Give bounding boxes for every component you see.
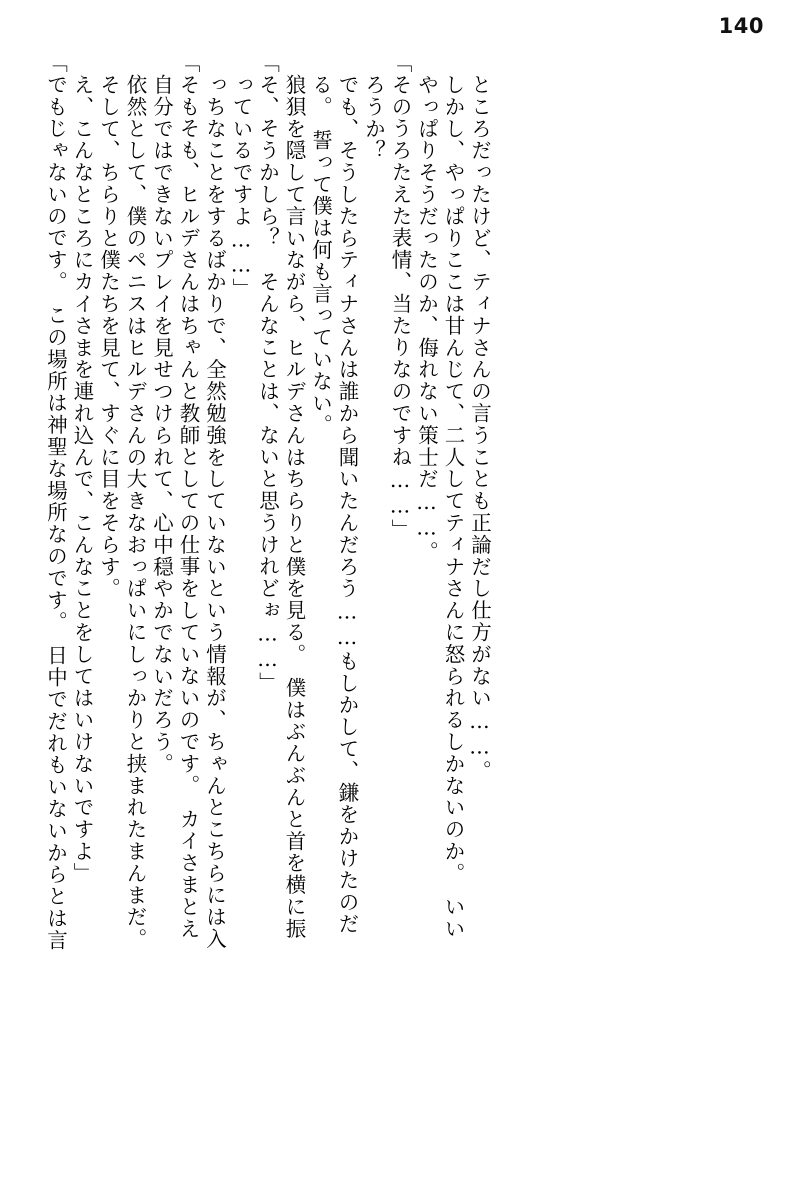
text-column: 「そ、そうかしら？ そんなことは、ないと思うけれどぉ……」 (255, 52, 280, 695)
novel-body-text (42, 52, 770, 1172)
text-column: ところだったけど、ティナさんの言うことも正論だし仕方がない……。 (467, 74, 492, 782)
text-column: でも、そうしたらティナさんは誰から聞いたんだろう……もしかして、鎌をかけたのだ (335, 74, 359, 936)
page-number: 140 (718, 14, 764, 38)
text-column: 「そもそも、ヒルデさんはちゃんと教師としての仕事をしていないのです。 カイさまとえ (176, 52, 200, 940)
text-column: やっぱりそうだったのか、侮れない策士だ……。 (414, 74, 439, 563)
text-column: 狼狽を隠して言いながら、ヒルデさんはちらりと僕を見る。 僕はぶんぶんと首を横に振 (282, 74, 306, 940)
text-column: え、こんなところにカイさまを連れ込んで、こんなことをしてはいけないですよ」 (70, 74, 94, 885)
text-column: っているですよ……」 (229, 74, 253, 300)
text-column: ろうか？ (361, 74, 386, 162)
text-column: 自分ではできないプレイを見せつけられて、心中穏やかでないだろう。 (149, 74, 174, 775)
text-column: る。 誓って僕は何も言っていない。 (308, 74, 333, 437)
text-column: 依然として、僕のペニスはヒルデさんの大きなおっぱいにしっかりと挟まれたまんまだ。 (123, 74, 147, 950)
text-column: そして、ちらりと僕たちを見て、すぐに目をそらす。 (96, 74, 121, 600)
text-column: 「でもじゃないのです。 この場所は神聖な場所なのです。 日中でだれもいないからとは言 (43, 52, 68, 952)
text-column: 「そのうろたえた表情、当たりなのですね……」 (388, 52, 412, 541)
text-column: しかし、やっぱりここは甘んじて、二人してティナさんに怒られるしかないのか。 いい (441, 74, 465, 940)
text-column: っちなことをするばかりで、全然勉強をしていないという情報が、ちゃんとこちらには入 (202, 74, 227, 950)
